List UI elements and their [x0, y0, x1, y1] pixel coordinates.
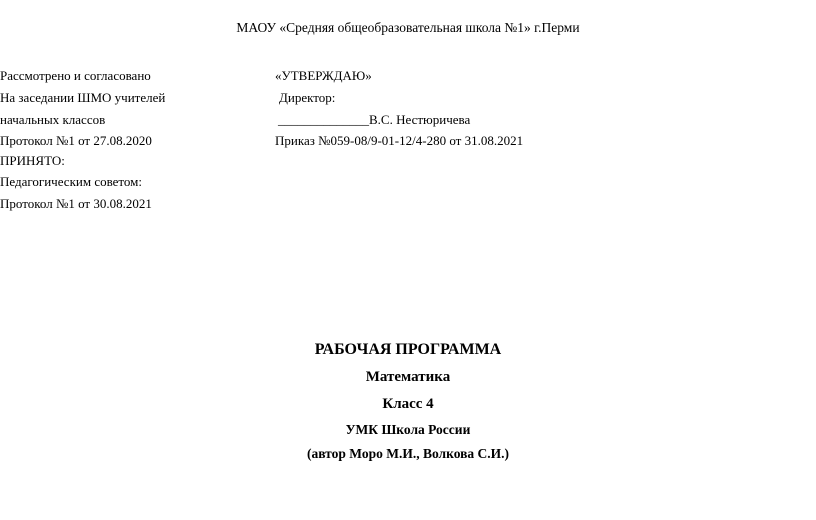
- program-title: РАБОЧАЯ ПРОГРАММА: [314, 341, 502, 358]
- approval-left-line-4: Протокол №1 от 27.08.2020: [0, 133, 152, 148]
- program-subject: Математика: [365, 369, 451, 385]
- program-umk: УМК Школа России: [345, 422, 471, 437]
- approval-left-line-3: начальных классов: [0, 112, 106, 127]
- program-grade: Класс 4: [382, 396, 434, 412]
- approval-right-line-1: «УТВЕРЖДАЮ»: [275, 68, 372, 83]
- program-authors: (автор Моро М.И., Волкова С.И.): [306, 446, 510, 461]
- approval-right-line-4: Приказ №059-08/9-01-12/4-280 от 31.08.2021: [275, 133, 524, 148]
- approval-right-line-3: ______________В.С. Нестюричева: [278, 112, 471, 127]
- approval-left-line-2: На заседании ШМО учителей: [0, 90, 166, 105]
- approval-left-line-1: Рассмотрено и согласовано: [0, 68, 151, 83]
- approval-left-line-7: Протокол №1 от 30.08.2021: [0, 196, 152, 211]
- school-header: МАОУ «Средняя общеобразовательная школа №1» г.Перми: [236, 20, 580, 35]
- approval-left-line-5: ПРИНЯТО:: [0, 153, 65, 168]
- approval-left-line-6: Педагогическим советом:: [0, 174, 143, 189]
- approval-right-line-2: Директор:: [279, 90, 336, 105]
